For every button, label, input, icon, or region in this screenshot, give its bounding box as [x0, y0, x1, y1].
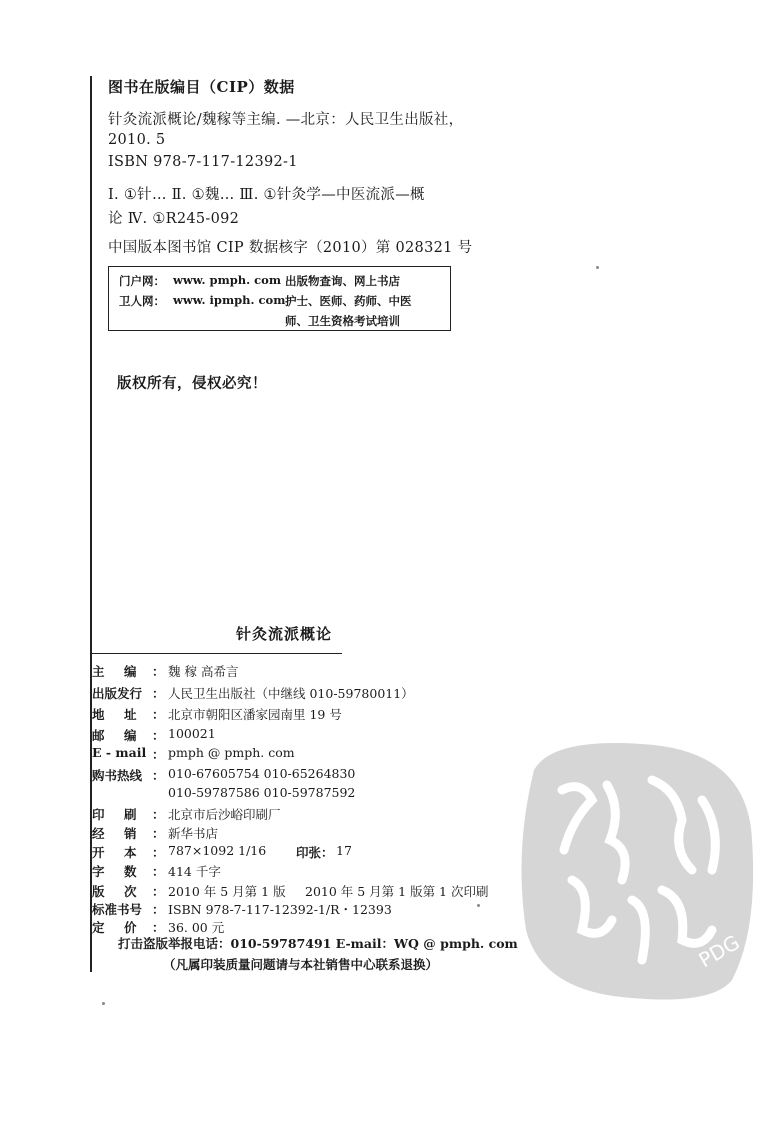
- cip-line-1: 针灸流派概论/魏稼等主编. —北京：人民卫生出版社，: [108, 112, 464, 128]
- distributor-value: 新华书店: [168, 826, 219, 841]
- website-box: [108, 266, 451, 331]
- publisher-value: 人民卫生出版社（中继线 010-59780011）: [168, 686, 414, 701]
- printing-value: 2010 年 5 月第 1 版第 1 次印刷: [305, 884, 489, 899]
- isbn-value: ISBN 978-7-117-12392-1/R・12393: [168, 902, 392, 917]
- return-note: （凡属印装质量问题请与本社销售中心联系退换）: [163, 957, 439, 972]
- cip-line-2: 2010. 5: [108, 132, 166, 148]
- health-desc-2: 师、卫生资格考试培训: [285, 314, 400, 328]
- health-desc-1: 护士、医师、药师、中医: [285, 294, 412, 308]
- editors-value: 魏 稼 高希言: [168, 664, 239, 679]
- cip-line-6: 中国版本图书馆 CIP 数据核字（2010）第 028321 号: [108, 240, 473, 256]
- email-value: pmph @ pmph. com: [168, 745, 295, 760]
- scan-speck: [596, 266, 599, 269]
- wordcount-value: 414 千字: [168, 864, 221, 879]
- edition-value: 2010 年 5 月第 1 版: [168, 884, 286, 899]
- health-url: www. ipmph. com: [173, 293, 286, 307]
- watermark-seal: [512, 730, 760, 1005]
- printer-value: 北京市后沙峪印刷厂: [168, 807, 281, 822]
- title-rule: [92, 653, 342, 654]
- postcode-value: 100021: [168, 726, 216, 741]
- health-label: 卫人网：: [119, 294, 165, 308]
- hotline-value-1: 010-67605754 010-65264830: [168, 766, 356, 781]
- sheets-value: 17: [336, 843, 352, 858]
- copyright-notice: 版权所有，侵权必究！: [117, 375, 267, 392]
- book-title: 针灸流派概论: [236, 625, 333, 643]
- antipiracy-line: 打击盗版举报电话：010-59787491 E-mail：WQ @ pmph. com: [118, 936, 518, 951]
- cip-line-5: 论 Ⅳ. ①R245-092: [108, 211, 240, 227]
- scan-speck: [477, 904, 480, 907]
- cip-heading: 图书在版编目（CIP）数据: [108, 78, 295, 96]
- price-value: 36. 00 元: [168, 920, 225, 935]
- format-value: 787×1092 1/16: [168, 843, 267, 858]
- watermark-pdg-text: PDG: [694, 930, 744, 973]
- sheets-label: 印张：: [296, 845, 334, 860]
- portal-url: www. pmph. com: [173, 273, 282, 287]
- portal-label: 门户网：: [119, 274, 165, 288]
- cip-line-4: Ⅰ. ①针… Ⅱ. ①魏… Ⅲ. ①针灸学—中医流派—概: [108, 187, 425, 203]
- address-value: 北京市朝阳区潘家园南里 19 号: [168, 707, 342, 722]
- scan-speck: [102, 1002, 105, 1005]
- portal-desc: 出版物查询、网上书店: [285, 274, 400, 288]
- cip-line-3: ISBN 978-7-117-12392-1: [108, 154, 298, 170]
- hotline-value-2: 010-59787586 010-59787592: [168, 785, 356, 800]
